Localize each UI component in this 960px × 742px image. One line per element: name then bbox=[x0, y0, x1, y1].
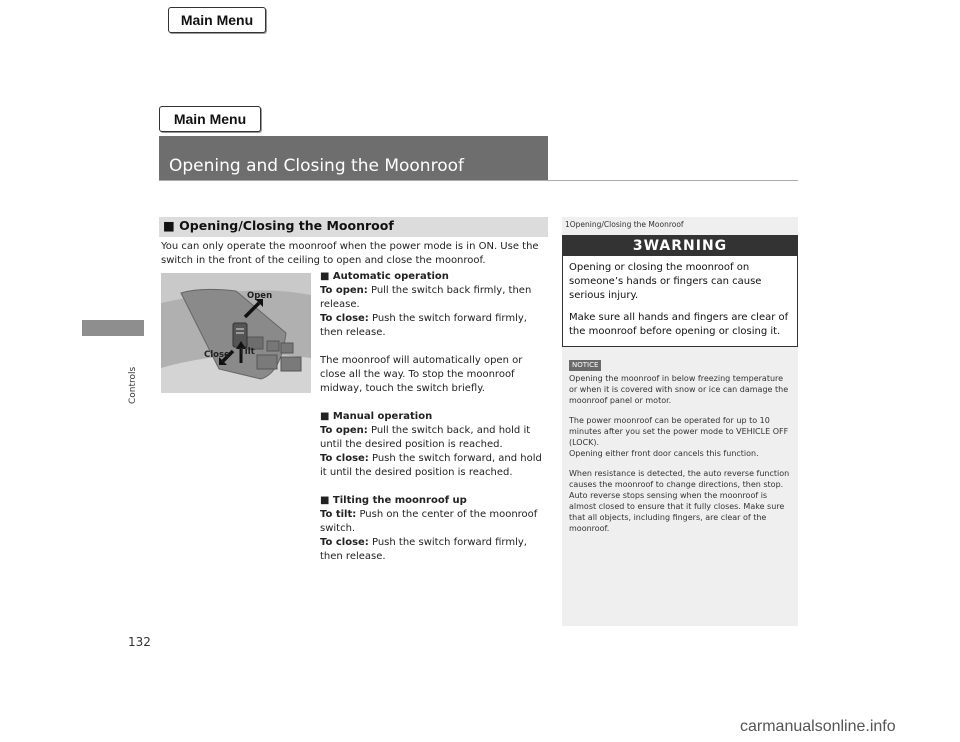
manual-open-text: Pull the switch back, and hold it until the desired position is reached. bbox=[320, 425, 531, 450]
notice-text: Opening the moonroof in below freezing temperature or when it is covered with snow or ice can damage the moonroof panel or motor. bbox=[569, 374, 789, 405]
auto-reverse-note: When resistance is detected, the auto reverse function causes the moonroof to change directions, then stop. Auto reverse stops sensing when the moonroof is almost closed to ensure that it fully closes. Make sure that all objects, including fingers, are clear of the moonroof. bbox=[569, 469, 790, 533]
label-open: Open bbox=[247, 291, 273, 301]
warning-text-1: Opening or closing the moonroof on someone’s hands or fingers can cause serious injury. bbox=[569, 262, 762, 301]
tilt-close bbox=[320, 536, 549, 564]
warning-box bbox=[562, 235, 798, 347]
label-close: Close bbox=[204, 350, 230, 360]
watermark: carmanualsonline.info bbox=[740, 718, 896, 735]
operation-instructions bbox=[320, 270, 549, 564]
operation-time-note: The power moonroof can be operated for up to 10 minutes after you set the power mode to VEHICLE OFF (LOCK). bbox=[569, 416, 789, 447]
manual-close-label: To close: bbox=[320, 453, 369, 464]
tilt-open-text: Push on the center of the moonroof switch. bbox=[320, 509, 538, 534]
sidebar-title: 1Opening/Closing the Moonroof bbox=[565, 220, 684, 229]
switch-illustration-svg bbox=[161, 273, 311, 393]
warning-text-2: Make sure all hands and fingers are clear of the moonroof before opening or closing it. bbox=[569, 312, 789, 337]
manual-close bbox=[320, 452, 549, 480]
chapter-tab bbox=[82, 320, 144, 336]
warning-text bbox=[569, 261, 795, 347]
manual-heading: ■ Manual operation bbox=[320, 411, 433, 422]
page-title: Opening and Closing the Moonroof bbox=[169, 156, 464, 176]
page-number: 132 bbox=[128, 635, 151, 649]
notice-content bbox=[569, 373, 791, 543]
automatic-note: The moonroof will automatically open or close all the way. To stop the moonroof midway, touch the switch briefly. bbox=[320, 355, 523, 394]
automatic-close bbox=[320, 312, 549, 340]
tilt-close-text: Push the switch forward firmly, then release. bbox=[320, 537, 527, 562]
section-heading bbox=[159, 217, 548, 237]
notes-sidebar bbox=[562, 217, 798, 626]
main-menu-button-top[interactable]: Main Menu bbox=[168, 7, 266, 33]
automatic-open-label: To open: bbox=[320, 285, 368, 296]
tilt-close-label: To close: bbox=[320, 537, 369, 548]
automatic-open-text: Pull the switch back firmly, then release. bbox=[320, 285, 532, 310]
moonroof-switch-illustration bbox=[161, 273, 311, 393]
notice-badge: NOTICE bbox=[569, 360, 601, 371]
chapter-label: Controls bbox=[128, 366, 138, 404]
label-tilt: Tilt bbox=[239, 347, 255, 357]
manual-open bbox=[320, 424, 549, 452]
automatic-open bbox=[320, 284, 549, 312]
front-door-note: Opening either front door cancels this function. bbox=[569, 449, 759, 458]
tilt-heading: ■ Tilting the moonroof up bbox=[320, 495, 467, 506]
automatic-heading: ■ Automatic operation bbox=[320, 271, 449, 282]
automatic-close-label: To close: bbox=[320, 313, 369, 324]
tilt-open-label: To tilt: bbox=[320, 509, 357, 520]
automatic-close-text: Push the switch forward firmly, then release. bbox=[320, 313, 527, 338]
page-title-bar bbox=[159, 136, 548, 180]
warning-heading: 3WARNING bbox=[563, 236, 797, 256]
main-menu-button[interactable]: Main Menu bbox=[159, 106, 261, 132]
manual-open-label: To open: bbox=[320, 425, 368, 436]
title-rule bbox=[159, 180, 798, 181]
section-heading-text: ■ Opening/Closing the Moonroof bbox=[163, 218, 394, 233]
manual-close-text: Push the switch forward, and hold it until the desired position is reached. bbox=[320, 453, 542, 478]
intro-paragraph: You can only operate the moonroof when the power mode is in ON. Use the switch in the front of the ceiling to open and close the moonroof. bbox=[161, 241, 539, 266]
tilt-open bbox=[320, 508, 549, 536]
